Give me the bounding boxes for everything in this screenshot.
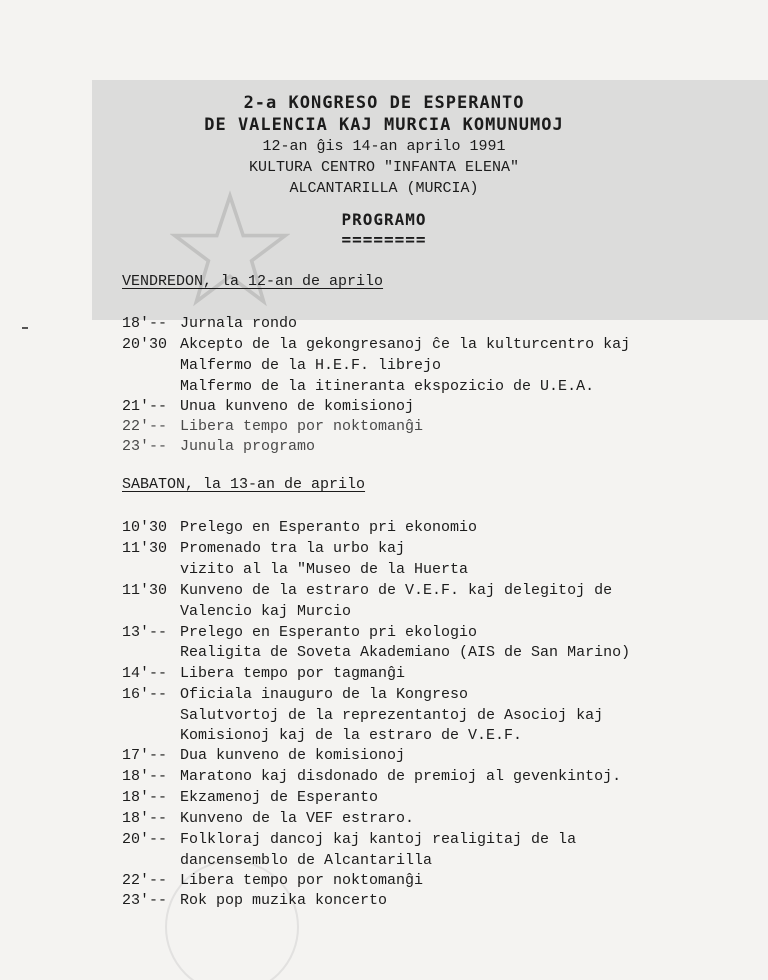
congress-city: ALCANTARILLA (MURCIA) <box>289 180 479 197</box>
list-item: Realigita de Soveta Akademiano (AIS de San Marino) <box>180 644 631 661</box>
list-item: 18'-- Ekzamenoj de Esperanto <box>122 789 379 806</box>
congress-venue: KULTURA CENTRO "INFANTA ELENA" <box>248 159 520 176</box>
list-item: 22'-- Libera tempo por noktomanĝi <box>122 418 424 435</box>
program-rule: ======== <box>341 230 427 249</box>
list-item: 21'-- Unua kunveno de komisionoj <box>122 398 415 415</box>
list-item: 22'-- Libera tempo por noktomanĝi <box>122 872 424 889</box>
congress-title: 2-a KONGRESO DE ESPERANTO <box>243 93 525 113</box>
program-heading <box>0 210 768 250</box>
list-item: 23'-- Rok pop muzika koncerto <box>122 892 388 909</box>
list-item: 10'30 Prelego en Esperanto pri ekonomio <box>122 519 478 536</box>
list-item: 18'-- Maratono kaj disdonado de premioj al gevenkintoj. <box>122 768 622 785</box>
congress-subtitle: DE VALENCIA KAJ MURCIA KOMUNUMOJ <box>204 115 564 135</box>
list-item: dancensemblo de Alcantarilla <box>180 852 433 869</box>
program-title: PROGRAMO <box>341 210 427 229</box>
list-item: 17'-- Dua kunveno de komisionoj <box>122 747 406 764</box>
list-item: 18'-- Jurnala rondo <box>122 315 298 332</box>
list-item: Malfermo de la itineranta ekspozicio de U.E.A. <box>180 378 595 395</box>
day-heading-saturday: SABATON, la 13-an de aprilo <box>122 476 366 493</box>
list-item: 11'30 Kunveno de la estraro de V.E.F. kaj delegitoj de <box>122 582 613 599</box>
list-item: vizito al la "Museo de la Huerta <box>180 561 469 578</box>
list-item: 18'-- Kunveno de la VEF estraro. <box>122 810 415 827</box>
margin-mark <box>22 327 28 329</box>
list-item: 23'-- Junula programo <box>122 438 316 455</box>
list-item: Komisionoj kaj de la estraro de V.E.F. <box>180 727 523 744</box>
list-item: 16'-- Oficiala inauguro de la Kongreso <box>122 686 469 703</box>
list-item: 20'30 Akcepto de la gekongresanoj ĉe la kulturcentro kaj <box>122 336 631 353</box>
list-item: 14'-- Libera tempo por tagmanĝi <box>122 665 406 682</box>
document-header <box>0 92 768 199</box>
day-heading-friday: VENDREDON, la 12-an de aprilo <box>122 273 384 290</box>
list-item: Valencio kaj Murcio <box>180 603 352 620</box>
list-item: 11'30 Promenado tra la urbo kaj <box>122 540 406 557</box>
list-item: 20'-- Folkloraj dancoj kaj kantoj realigitaj de la <box>122 831 577 848</box>
list-item: 13'-- Prelego en Esperanto pri ekologio <box>122 624 478 641</box>
congress-dates: 12-an ĝis 14-an aprilo 1991 <box>262 138 506 155</box>
list-item: Salutvortoj de la reprezentantoj de Asocioj kaj <box>180 707 604 724</box>
list-item: Malfermo de la H.E.F. librejo <box>180 357 442 374</box>
star-icon <box>170 190 290 310</box>
